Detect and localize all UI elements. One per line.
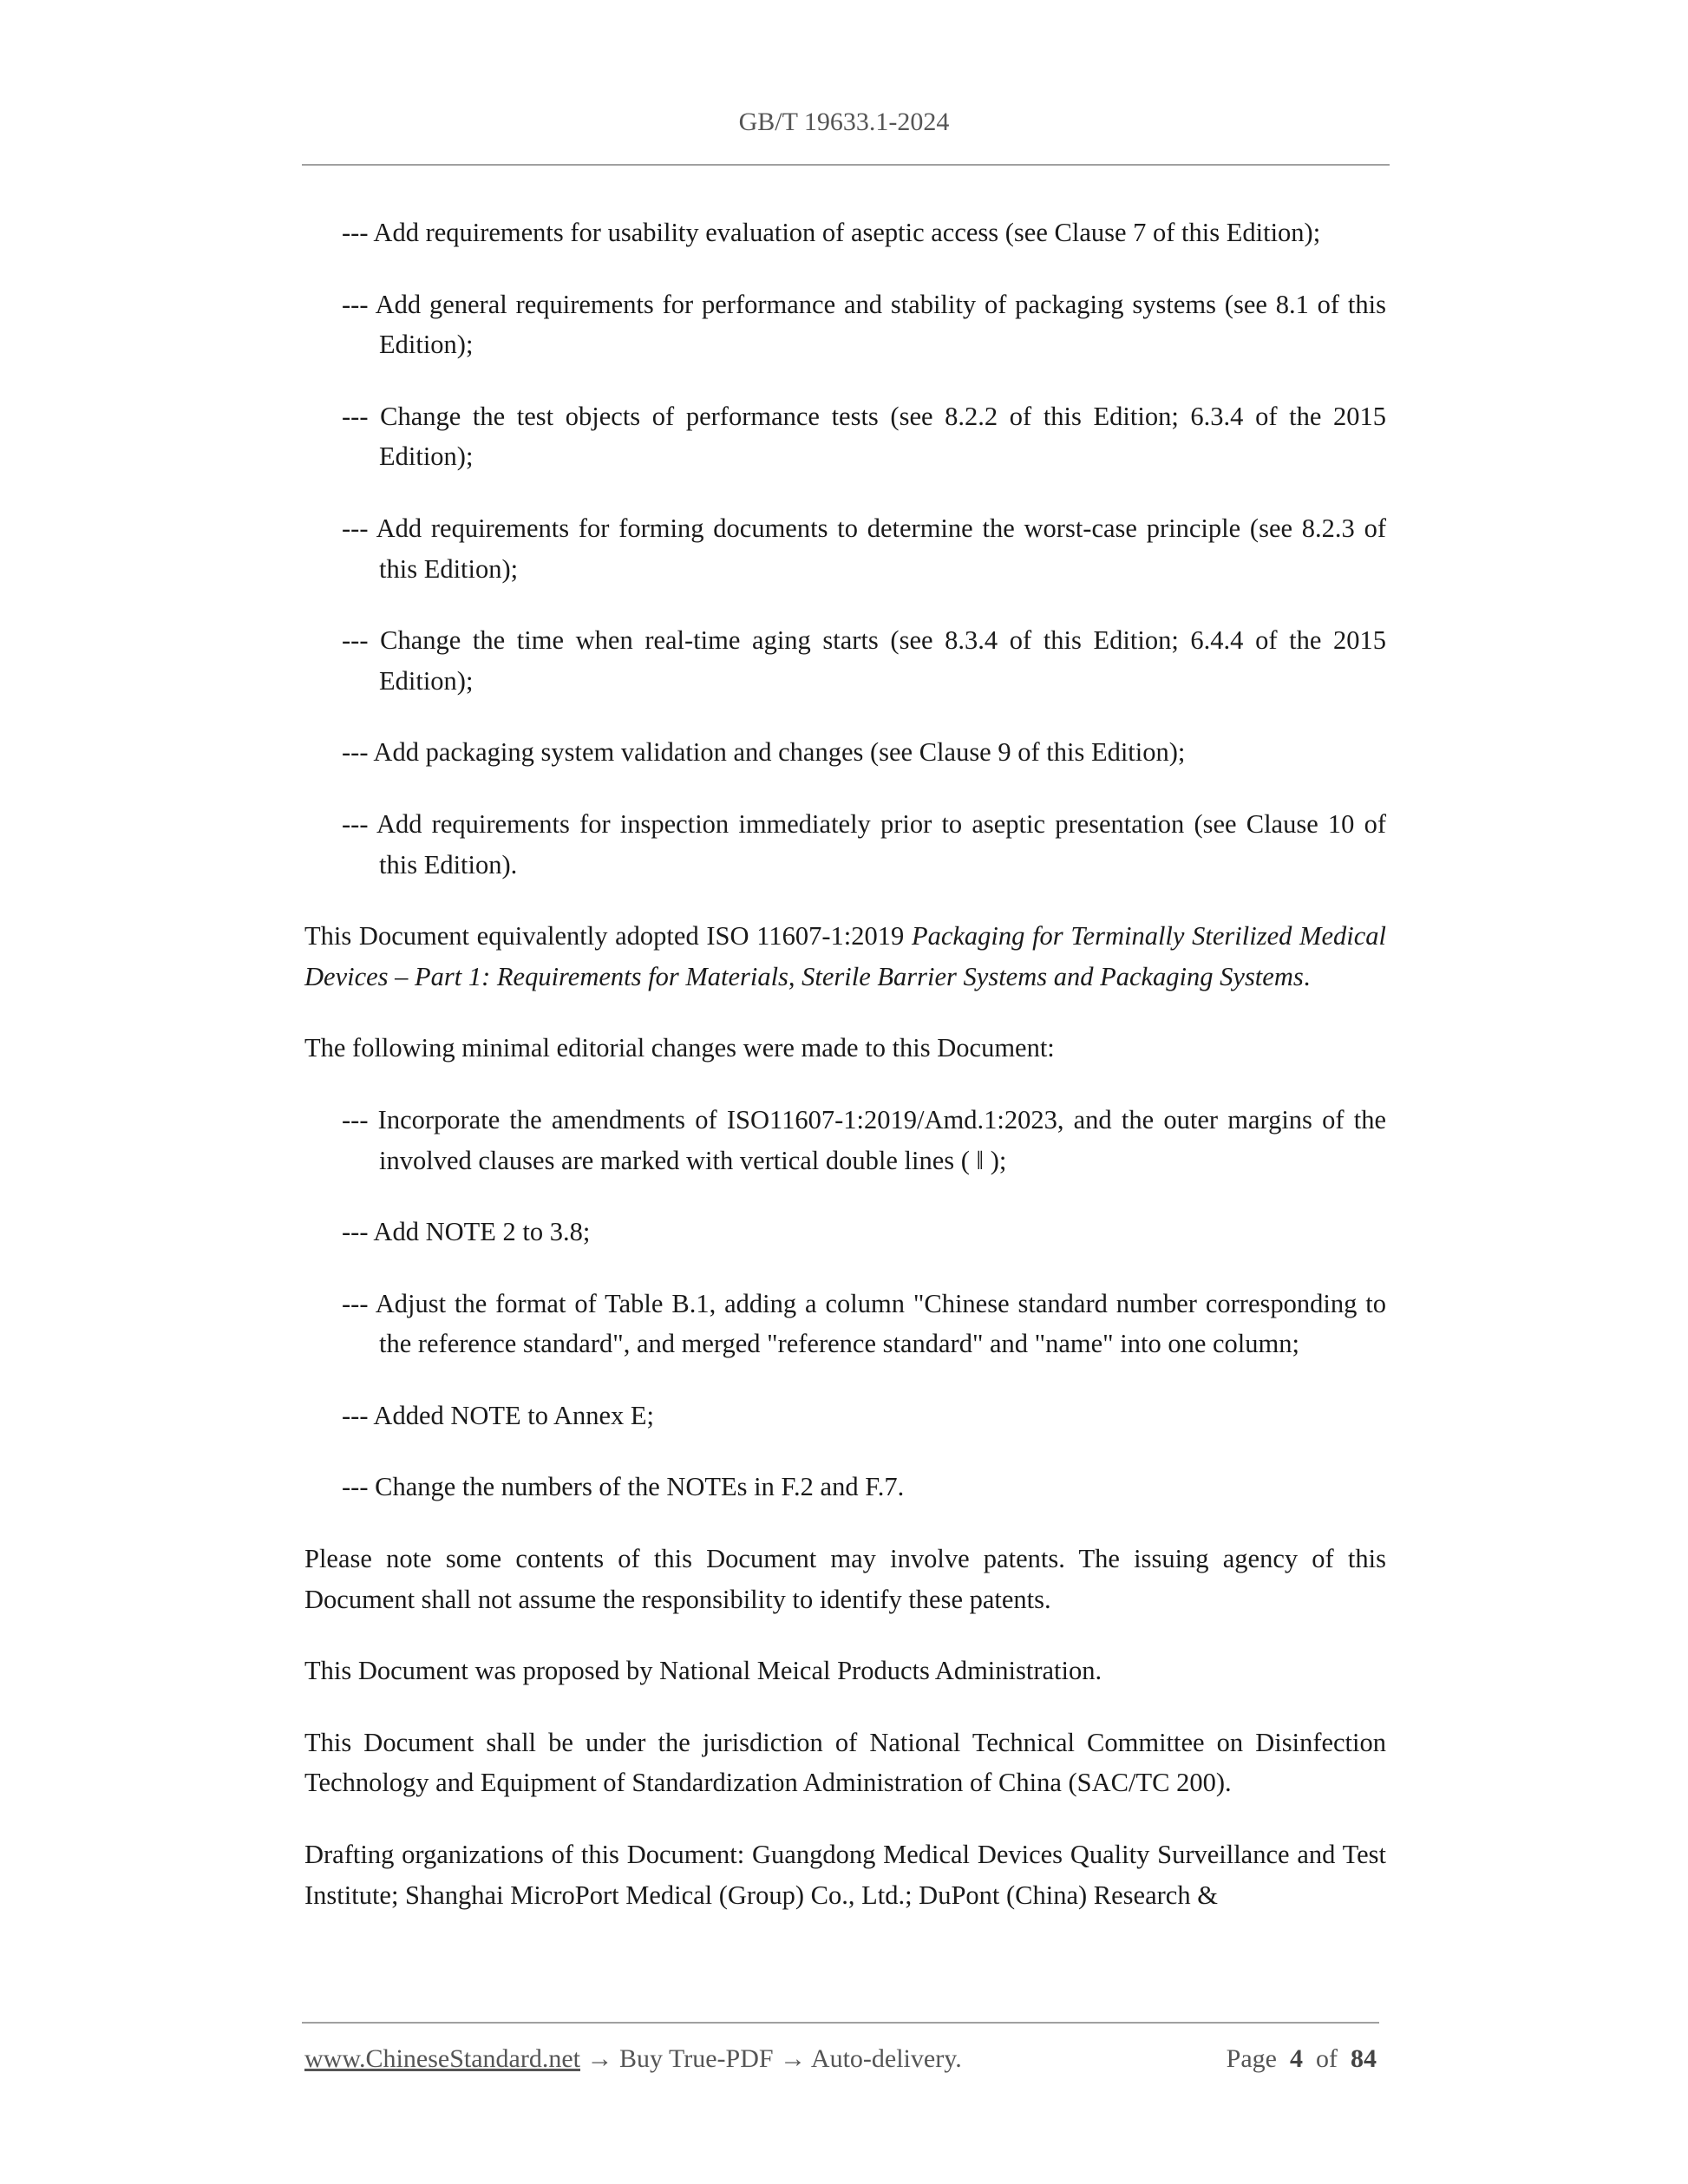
of-label: of xyxy=(1316,2044,1338,2073)
list-item: --- Change the time when real-time aging starts (see 8.3.4 of this Edition; 6.4.4 of the 2015 Edition); xyxy=(342,625,1386,696)
website-link[interactable]: www.ChineseStandard.net xyxy=(304,2044,580,2073)
footer-promo: → Buy True-PDF → Auto-delivery. xyxy=(580,2044,962,2073)
drafting-paragraph: Drafting organizations of this Document: Guangdong Medical Devices Quality Surveillance and Test Institute; Shanghai MicroPort Medical (Group) Co., Ltd.; DuPont (China) Research & xyxy=(304,1840,1386,1910)
page-total: 84 xyxy=(1351,2044,1377,2073)
footer-divider xyxy=(302,2022,1379,2024)
page-indicator xyxy=(1227,2044,1377,2074)
list-item: --- Add packaging system validation and changes (see Clause 9 of this Edition); xyxy=(342,737,1186,768)
list-item: --- Add requirements for forming documents to determine the worst-case principle (see 8.2.3 of this Edition); xyxy=(342,513,1386,584)
patent-paragraph: Please note some contents of this Document may involve patents. The issuing agency of this Document shall not assume the responsibility to identify these patents. xyxy=(304,1544,1386,1614)
proposer-paragraph: This Document was proposed by National Meical Products Administration. xyxy=(304,1656,1102,1686)
document-body xyxy=(304,213,1386,1946)
jurisdiction-paragraph: This Document shall be under the jurisdiction of National Technical Committee on Disinfection Technology and Equipment of Standardization Administration of China (SAC/TC 200). xyxy=(304,1727,1386,1798)
page-number: 4 xyxy=(1290,2044,1303,2073)
list-item: --- Add requirements for inspection immediately prior to aseptic presentation (see Clause 10 of this Edition). xyxy=(342,808,1386,879)
list-item: --- Add requirements for usability evaluation of aseptic access (see Clause 7 of this Edition); xyxy=(342,218,1321,247)
list-item: --- Change the numbers of the NOTEs in F.2 and F.7. xyxy=(342,1472,905,1502)
page-label: Page xyxy=(1226,2044,1277,2073)
header-divider xyxy=(302,164,1390,166)
changes-intro: The following minimal editorial changes were made to this Document: xyxy=(304,1033,1055,1063)
list-item: --- Add general requirements for performance and stability of packaging systems (see 8.1 of this Edition); xyxy=(342,289,1386,360)
document-header: GB/T 19633.1-2024 xyxy=(738,108,950,136)
adoption-paragraph xyxy=(304,916,1386,997)
list-item: --- Add NOTE 2 to 3.8; xyxy=(342,1217,591,1247)
list-item: --- Change the test objects of performance tests (see 8.2.2 of this Edition; 6.3.4 of the 2015 Edition); xyxy=(342,401,1386,472)
list-item: --- Adjust the format of Table B.1, adding a column "Chinese standard number corresponding to the reference standard", and merged "reference standard" and "name" into one column; xyxy=(342,1288,1386,1359)
adoption-suffix: . xyxy=(1303,961,1311,991)
adopted-standard-title: Packaging for Terminally Sterilized Medical Devices – Part 1: Requirements for Materials, Sterile Barrier Systems and Packaging Systems xyxy=(304,921,1386,991)
list-item: --- Added NOTE to Annex E; xyxy=(342,1400,654,1430)
document-footer xyxy=(304,2044,1377,2074)
adoption-prefix: This Document equivalently adopted ISO 11607-1:2019 xyxy=(304,921,912,951)
list-item: --- Incorporate the amendments of ISO11607-1:2019/Amd.1:2023, and the outer margins of the involved clauses are marked with vertical double lines ( ‖ ); xyxy=(342,1104,1386,1175)
